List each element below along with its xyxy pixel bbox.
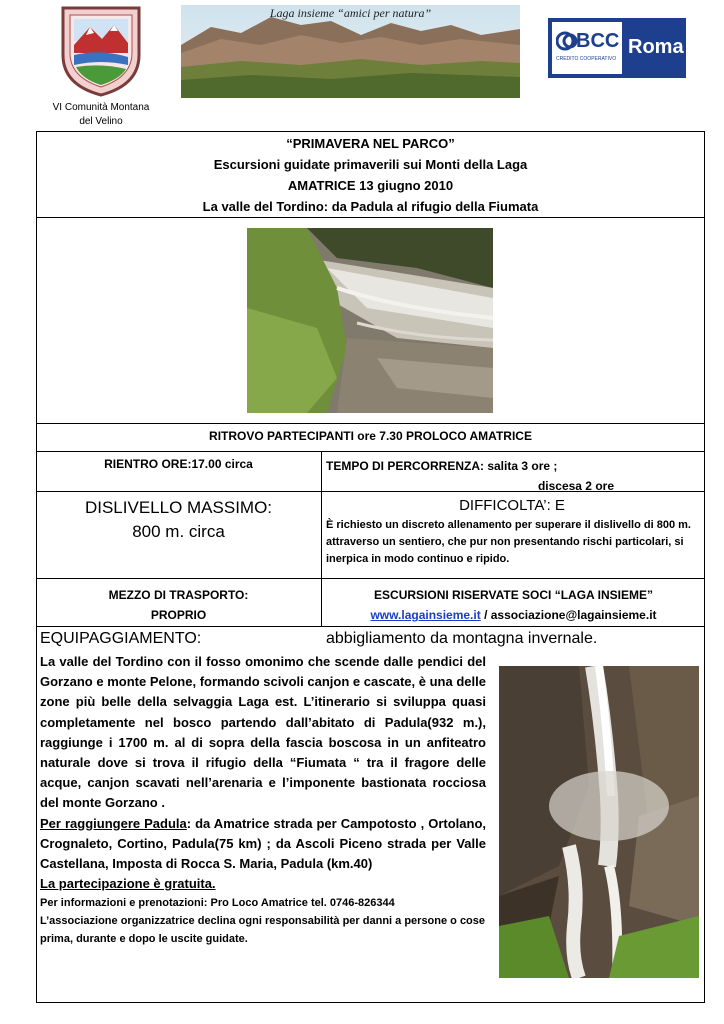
bank-logo-city: Roma [628,36,684,58]
contact-separator: / [480,608,491,622]
info-contact: Per informazioni e prenotazioni: Pro Loco Amatrice tel. 0746-826344 [40,897,395,910]
disclaimer: L’associazione organizzatrice declina ogni responsabilità per danni a persone o cose prima, durante e dopo le uscite guidate. [40,915,486,946]
bank-logo-text: BCC [576,30,620,52]
waterfall-photo [499,666,699,978]
walking-time [326,456,614,496]
difficulty-description: È richiesto un discreto allenamento per superare il dislivello di 800 m. attraverso un sentiero, che pur non presentando rischi particolari, si inerpica in modo continuo e ripido. [326,519,691,565]
elevation-label: DISLIVELLO MASSIMO: [84,498,273,517]
description [40,652,486,948]
route-directions [40,814,486,875]
route-text: : da Amatrice strada per Campotosto , Ortolano, Crognaleto, Cortino, Padula(75 km) ; da Ascoli Piceno strada per Valle Castellana, Imposta di Rocca S. Maria, Padula (km.40) [40,815,486,872]
difficulty-label: DIFFICOLTA’: E [459,497,565,514]
title-line3: AMATRICE 13 giugno 2010 [287,178,454,193]
community-name-line1: VI Comunità Montana [52,102,150,113]
community-name-line2: del Velino [79,116,123,127]
bank-logo [548,18,686,78]
equipment-label: EQUIPAGGIAMENTO: [40,630,202,647]
free-participation: La partecipazione è gratuita. [40,876,216,892]
members-info [322,585,705,625]
return-time: RIENTRO ORE:17.00 circa [104,457,253,471]
title-line1: “PRIMAVERA NEL PARCO” [286,136,455,151]
transport-line2: PROPRIO [150,608,207,622]
river-photo [247,228,493,413]
transport [36,585,321,625]
title-line2: Escursioni guidate primaverili sui Monti della Laga [213,157,528,172]
website-link[interactable]: www.lagainsieme.it [370,608,481,622]
banner-caption: Laga insieme “amici per natura” [269,6,432,20]
transport-line1: MEZZO DI TRASPORTO: [108,588,249,602]
meeting-point: RITROVO PARTECIPANTI ore 7.30 PROLOCO AMATRICE [209,429,532,443]
difficulty [326,496,698,568]
description-paragraph: La valle del Tordino con il fosso omonimo che scende dalle pendici del Gorzano e monte Pelone, formando scivoli canjon e cascate, è una delle zone più belle della selvaggia Laga est. L’itinerario si sviluppa quasi completamente nel bosco partendo dall’abitato di Padula(932 m.), raggiunge i 1700 m. al di sopra della fascia boscosa in un anfiteatro naturale dove si trova il rifugio della “Fiumata “ tra il fragore delle acque, canjon scavati nell’arenaria e l’imponente bastionata rocciosa del monte Gorzano . [40,654,486,811]
coat-of-arms-logo [60,5,142,97]
email-address[interactable]: associazione@lagainsieme.it [490,608,657,622]
walking-time-line1: TEMPO DI PERCORRENZA: salita 3 ore ; [326,459,558,473]
community-name [30,101,172,129]
elevation [36,496,321,544]
equipment-value: abbigliamento da montagna invernale. [326,630,598,647]
title-block [36,133,705,217]
route-label: Per raggiungere Padula [40,815,187,831]
walking-time-line2: discesa 2 ore [537,479,614,493]
bank-logo-sub: CREDITO COOPERATIVO [556,56,617,62]
members-line1: ESCURSIONI RISERVATE SOCI “LAGA INSIEME” [374,588,653,602]
title-line4: La valle del Tordino: da Padula al rifugio della Fiumata [202,199,539,214]
bank-logo-icon [556,30,578,52]
members-contact [322,605,705,625]
mountain-banner-image [181,5,520,98]
elevation-value: 800 m. circa [132,522,225,541]
